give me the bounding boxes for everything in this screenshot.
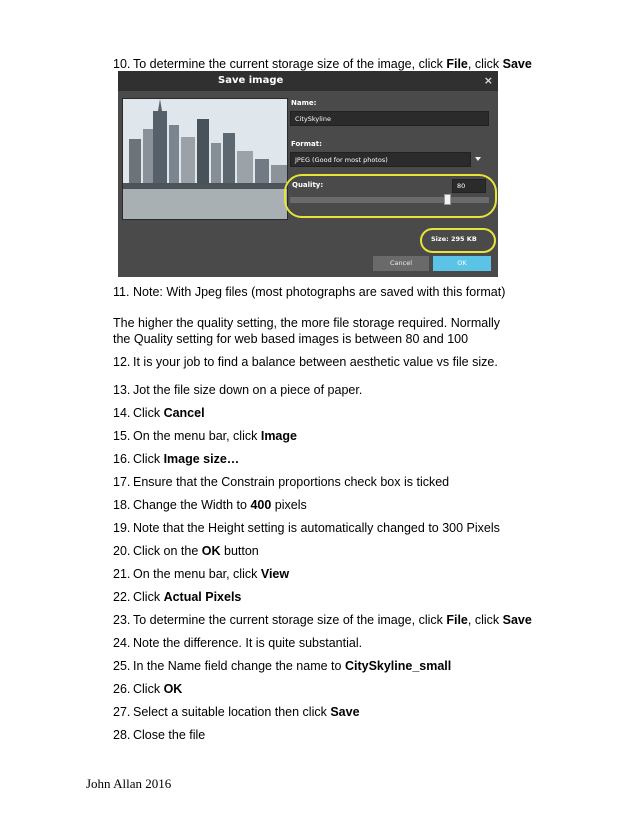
format-select: JPEG (Good for most photos): [290, 152, 471, 167]
step-10: 10. To determine the current storage size of the image, click File, click Save: [113, 57, 532, 71]
step-18: 18. Change the Width to 400 pixels: [113, 498, 307, 512]
quality-slider: [290, 197, 489, 203]
step-24: 24. Note the difference. It is quite substantial.: [113, 636, 363, 650]
step-12: 12. It is your job to find a balance between aesthetic value vs file size.: [113, 355, 498, 369]
close-icon: ×: [483, 74, 493, 87]
step-14: 14. Click Cancel: [113, 406, 205, 420]
chevron-down-icon: [475, 157, 481, 161]
save-image-dialog-screenshot: [118, 71, 498, 277]
step-13: 13. Jot the file size down on a piece of paper.: [113, 383, 363, 397]
quality-input: 80: [452, 179, 486, 193]
step-26: 26. Click OK: [113, 682, 183, 696]
step-16: 16. Click Image size…: [113, 452, 240, 466]
note-line-1: The higher the quality setting, the more file storage required. Normally: [113, 316, 500, 330]
dialog-title: Save image: [218, 75, 284, 86]
step-21: 21. On the menu bar, click View: [113, 567, 290, 581]
page-footer: John Allan 2016: [86, 776, 172, 791]
step-25: 25. In the Name field change the name to CitySkyline_small: [113, 659, 452, 673]
quality-label: Quality:: [292, 181, 324, 189]
step-23: 23. To determine the current storage size of the image, click File, click Save: [113, 613, 532, 627]
step-22: 22. Click Actual Pixels: [113, 590, 242, 604]
step-20: 20. Click on the OK button: [113, 544, 259, 558]
note-line-2: the Quality setting for web based images is between 80 and 100: [113, 332, 469, 346]
name-label: Name:: [291, 99, 317, 107]
step-15: 15. On the menu bar, click Image: [113, 429, 297, 443]
file-size-label: Size: 295 KB: [431, 235, 477, 243]
step-27: 27. Select a suitable location then click Save: [113, 705, 360, 719]
cancel-button: Cancel: [373, 256, 429, 271]
city-skyline-photo: [122, 98, 288, 220]
dialog-title-bar: [118, 71, 498, 91]
quality-slider-thumb: [444, 194, 451, 205]
ok-button: OK: [433, 256, 491, 271]
step-28: 28. Close the file: [113, 728, 206, 742]
name-input: CitySkyline: [290, 111, 489, 126]
format-label: Format:: [291, 140, 322, 148]
step-17: 17. Ensure that the Constrain proportions check box is ticked: [113, 475, 450, 489]
step-11: 11. Note: With Jpeg files (most photographs are saved with this format): [113, 285, 506, 299]
step-19: 19. Note that the Height setting is automatically changed to 300 Pixels: [113, 521, 500, 535]
